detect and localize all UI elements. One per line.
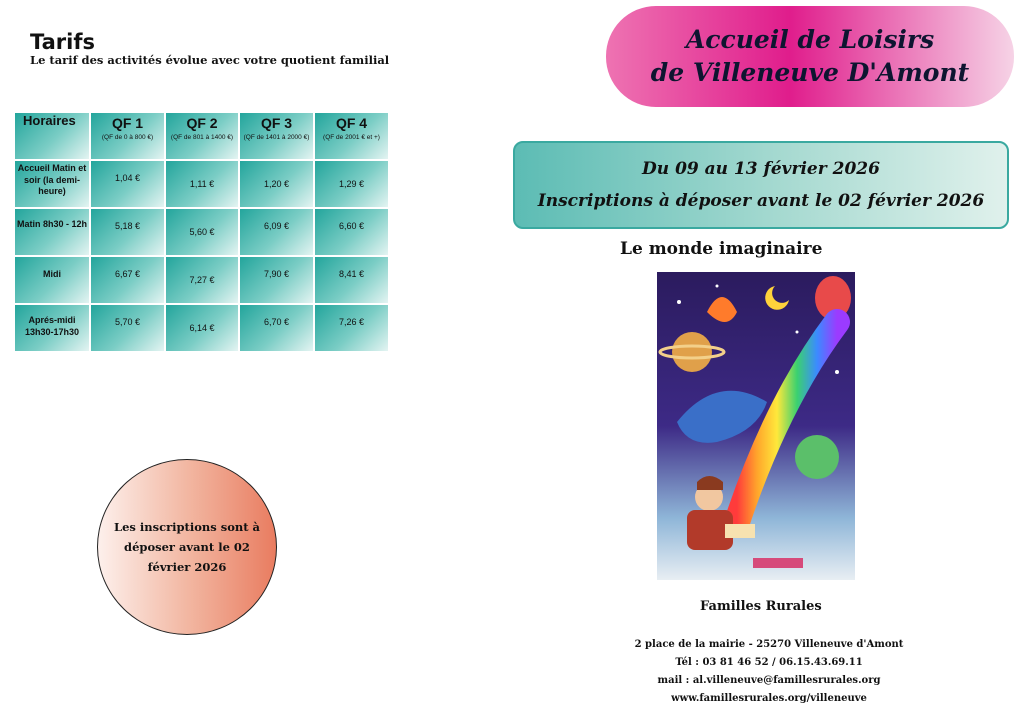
table-row — [15, 161, 388, 207]
table-row — [15, 209, 388, 255]
tarifs-heading: Tarifs — [30, 30, 95, 54]
price-cell: 5,18 € — [91, 209, 164, 255]
registration-notice-circle — [97, 459, 277, 635]
price-cell: 6,14 € — [166, 305, 238, 351]
row-label: Midi — [15, 257, 89, 303]
price-cell: 7,90 € — [240, 257, 313, 303]
tarifs-subtitle: Le tarif des activités évolue avec votre quotient familial — [30, 53, 390, 67]
star — [677, 300, 681, 304]
price-cell: 6,09 € — [240, 209, 313, 255]
star — [796, 331, 799, 334]
price-cell: 5,70 € — [91, 305, 164, 351]
contact-email: mail : al.villeneuve@famillesrurales.org — [657, 675, 881, 686]
theme-title: Le monde imaginaire — [620, 239, 823, 259]
tarifs-table — [13, 111, 390, 353]
price-cell: 7,26 € — [315, 305, 388, 351]
star — [835, 370, 839, 374]
open-book — [725, 524, 755, 538]
planet — [672, 332, 712, 372]
earth-globe — [795, 435, 839, 479]
dates-box — [513, 141, 1009, 229]
table-row — [15, 257, 388, 303]
header-horaires: Horaires — [15, 113, 89, 159]
row-label: Matin 8h30 - 12h — [15, 209, 89, 255]
contact-phone: Tél : 03 81 46 52 / 06.15.43.69.11 — [675, 657, 863, 668]
title-banner — [606, 6, 1014, 107]
price-cell: 1,04 € — [91, 161, 164, 207]
table-header-row — [15, 113, 388, 159]
price-cell: 1,20 € — [240, 161, 313, 207]
header-qf1: QF 1 (QF de 0 à 800 €) — [91, 113, 164, 159]
deadline-line: Inscriptions à déposer avant le 02 février 2026 — [537, 191, 985, 211]
header-qf4: QF 4 (QF de 2001 € et +) — [315, 113, 388, 159]
price-cell: 6,67 € — [91, 257, 164, 303]
price-cell: 6,60 € — [315, 209, 388, 255]
imaginary-world-illustration — [657, 272, 855, 580]
book-stack — [753, 558, 803, 568]
price-cell: 7,27 € — [166, 257, 238, 303]
row-label: Aprés-midi 13h30-17h30 — [15, 305, 89, 351]
contact-address: 2 place de la mairie - 25270 Villeneuve d'Amont — [634, 639, 904, 650]
title-line-1: Accueil de Loisirs — [685, 25, 935, 54]
header-qf3: QF 3 (QF de 1401 à 2000 €) — [240, 113, 313, 159]
price-cell: 6,70 € — [240, 305, 313, 351]
price-cell: 1,11 € — [166, 161, 238, 207]
price-cell: 1,29 € — [315, 161, 388, 207]
row-label: Accueil Matin et soir (la demi-heure) — [15, 161, 89, 207]
registration-notice-text: Les inscriptions sont à déposer avant le 02 février 2026 — [113, 519, 261, 575]
organization-name: Familles Rurales — [700, 599, 822, 614]
contact-website: www.famillesrurales.org/villeneuve — [671, 693, 867, 704]
dates-line: Du 09 au 13 février 2026 — [642, 158, 880, 179]
header-qf2: QF 2 (QF de 801 à 1400 €) — [166, 113, 238, 159]
star — [716, 285, 719, 288]
price-cell: 8,41 € — [315, 257, 388, 303]
title-line-2: de Villeneuve D'Amont — [650, 57, 970, 87]
price-cell: 5,60 € — [166, 209, 238, 255]
table-row — [15, 305, 388, 351]
